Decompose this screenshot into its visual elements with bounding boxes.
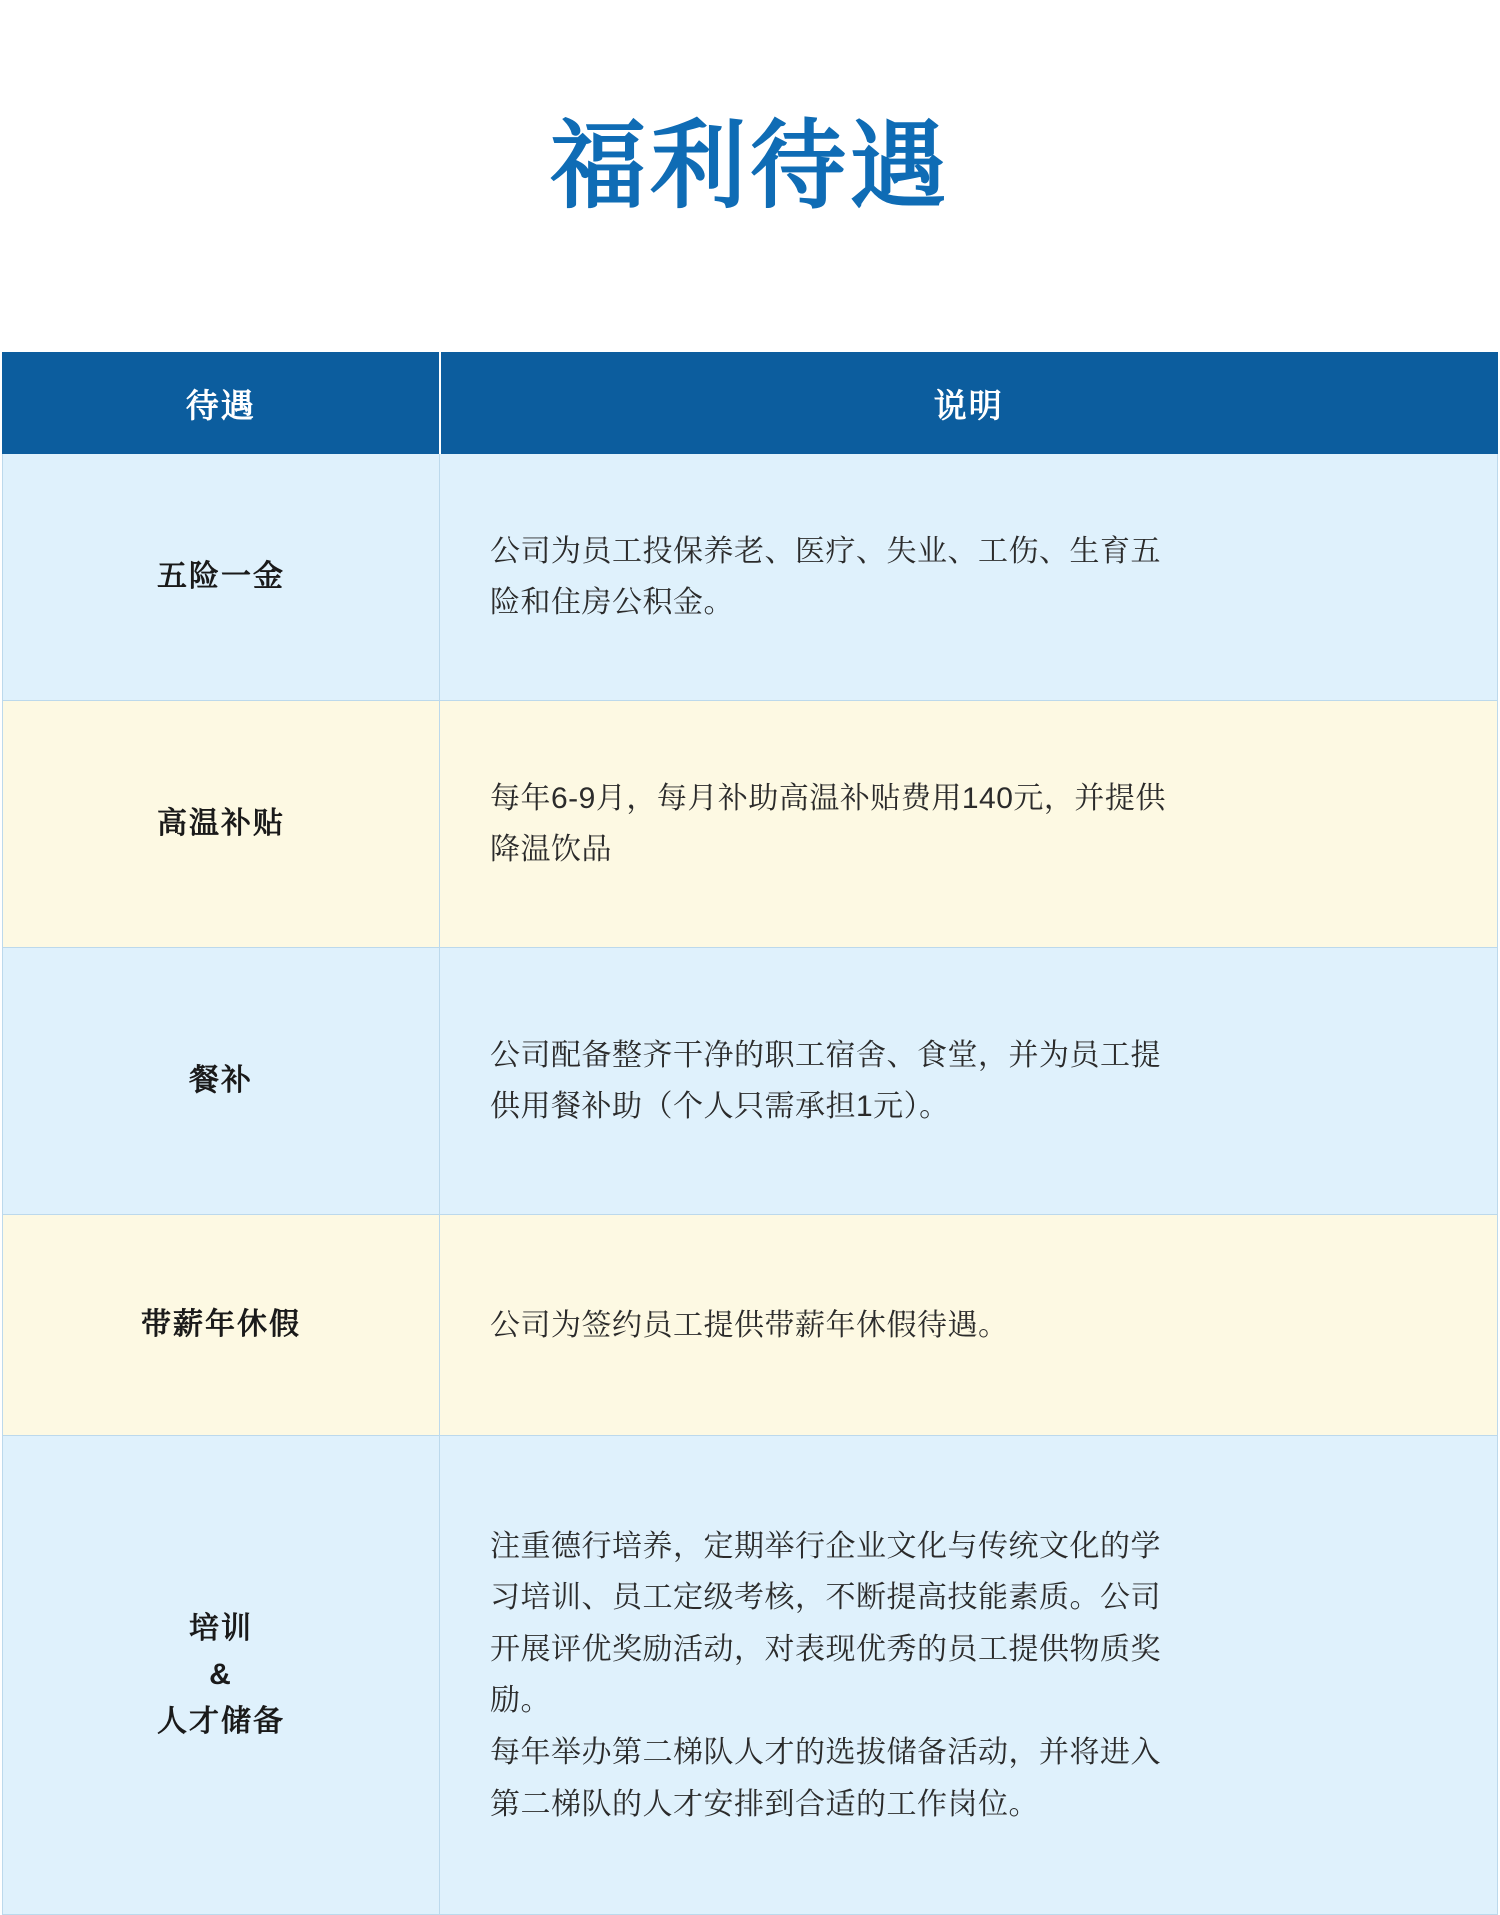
description-line: 习培训、员工定级考核，不断提高技能素质。公司 <box>490 1581 1161 1615</box>
benefit-description <box>440 1215 1498 1436</box>
benefit-description <box>440 454 1498 701</box>
description-line: 公司配备整齐干净的职工宿舍、食堂，并为员工提 <box>490 1038 1161 1072</box>
table-row <box>3 701 1498 948</box>
benefit-description <box>440 701 1498 948</box>
description-line: 供用餐补助（个人只需承担1元）。 <box>490 1090 950 1124</box>
description-line: 第二梯队的人才安排到合适的工作岗位。 <box>490 1787 1039 1821</box>
benefits-table <box>2 352 1498 1915</box>
table-row <box>3 1436 1498 1915</box>
column-header-description: 说明 <box>440 353 1498 454</box>
table-row <box>3 948 1498 1215</box>
benefit-term-line: & <box>209 1658 233 1692</box>
benefit-term-line: 培训 <box>189 1611 253 1645</box>
table-row <box>3 1215 1498 1436</box>
description-line: 开展评优奖励活动，对表现优秀的员工提供物质奖 <box>490 1632 1161 1666</box>
column-header-term: 待遇 <box>3 353 440 454</box>
description-line: 公司为员工投保养老、医疗、失业、工伤、生育五 <box>490 534 1161 568</box>
benefit-term <box>3 1436 440 1915</box>
benefit-term-line: 人才储备 <box>157 1704 285 1738</box>
description-line: 注重德行培养，定期举行企业文化与传统文化的学 <box>490 1529 1161 1563</box>
description-line: 励。 <box>490 1684 551 1718</box>
benefit-description <box>440 1436 1498 1915</box>
description-line: 险和住房公积金。 <box>490 586 734 620</box>
benefit-term: 餐补 <box>3 948 440 1215</box>
benefit-term: 带薪年休假 <box>3 1215 440 1436</box>
description-line: 每年6-9月，每月补助高温补贴费用140元，并提供 <box>490 781 1166 815</box>
benefit-description <box>440 948 1498 1215</box>
description-line: 公司为签约员工提供带薪年休假待遇。 <box>490 1308 1009 1342</box>
table-header-row <box>3 353 1498 454</box>
benefit-term: 五险一金 <box>3 454 440 701</box>
page-title: 福利待遇 <box>550 113 950 220</box>
table-body <box>3 454 1498 1915</box>
description-line: 降温饮品 <box>490 833 612 867</box>
table-header <box>3 353 1498 454</box>
table-row <box>3 454 1498 701</box>
description-line: 每年举办第二梯队人才的选拔储备活动，并将进入 <box>490 1735 1161 1769</box>
benefit-term: 高温补贴 <box>3 701 440 948</box>
